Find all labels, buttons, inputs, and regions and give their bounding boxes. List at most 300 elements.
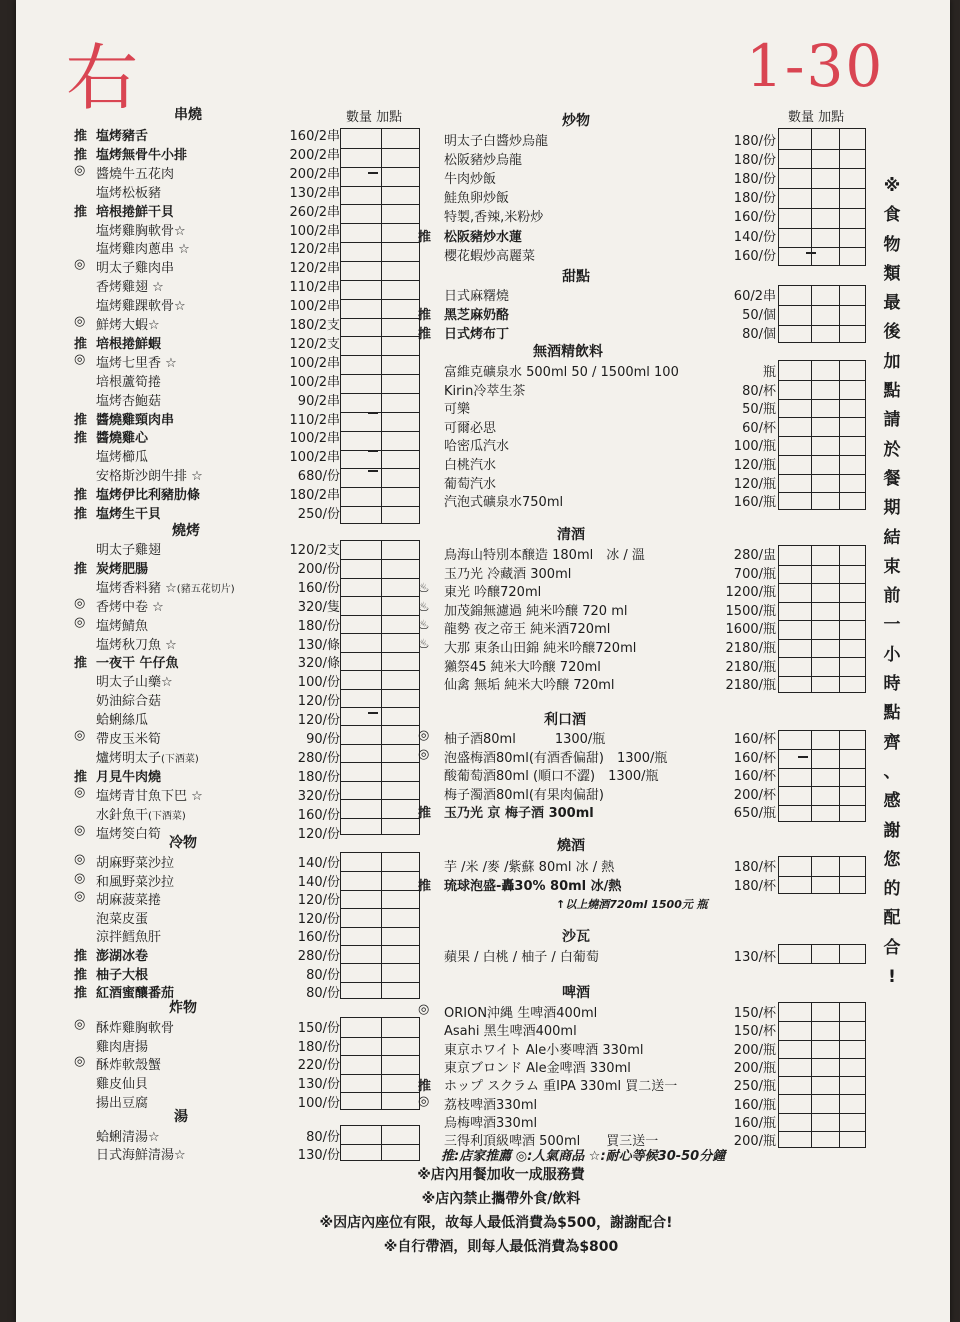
item-price: 650/瓶 [733, 806, 776, 821]
item-name-text: 大那 東条山田錦 純米吟醸720ml [444, 641, 637, 656]
item-name-text: 塩烤伊比利豬肋條 [96, 488, 201, 504]
item-name [444, 544, 645, 563]
grid-row-line [341, 223, 419, 224]
grid-row-line [341, 818, 419, 819]
item-price: 160/份 [297, 807, 340, 823]
item-name [96, 503, 161, 522]
item-name [96, 728, 161, 747]
grid-row-line [779, 188, 865, 189]
grid-row-line [341, 450, 419, 451]
item-name [96, 390, 161, 409]
item-name-text: 柚子大根 [96, 967, 149, 983]
section-title: 冷物 [169, 835, 197, 851]
section-title: 燒烤 [172, 523, 200, 539]
item-price: 80/份 [306, 967, 340, 983]
item-name [96, 982, 174, 1001]
item-price: 1600/瓶 [725, 622, 776, 638]
item-name [444, 454, 496, 473]
grid-row-line [779, 768, 865, 769]
item-price: 320/份 [297, 788, 340, 804]
item-name-text: 烏梅啤酒330ml [444, 1115, 538, 1131]
grid-row-line [341, 725, 419, 726]
item-name [444, 491, 563, 510]
grid-row-line [779, 1113, 865, 1114]
item-name-text: 醬燒雞心 [96, 431, 149, 447]
item-name [96, 144, 187, 163]
grid-row-line [779, 149, 865, 150]
notice-char: 的 [883, 879, 901, 900]
item-price: 180/份 [297, 618, 340, 634]
grid-col-line [811, 546, 812, 692]
item-price: 180/杯 [733, 879, 776, 894]
order-grid[interactable] [778, 285, 866, 343]
grid-row-line [341, 615, 419, 616]
notice-char: 一 [883, 615, 901, 636]
item-name [444, 398, 470, 417]
notice-char: 時 [883, 674, 901, 695]
item-name [96, 276, 164, 295]
order-grid[interactable] [340, 540, 420, 835]
item-name [96, 766, 161, 785]
item-name [444, 1075, 677, 1094]
item-price: 120/2串 [289, 242, 340, 258]
item-name [444, 304, 509, 323]
item-name-text: 塩烤松板豬 [96, 185, 162, 201]
item-price: 80/杯 [742, 383, 776, 399]
grid-col-line [839, 1003, 840, 1147]
grid-row-line [341, 204, 419, 205]
item-mark: 推 [418, 307, 432, 323]
order-grid[interactable] [340, 852, 420, 999]
notice-char: 謝 [883, 820, 901, 841]
item-mark: ◎ [74, 1054, 86, 1070]
handwritten-table-side: 右 [66, 36, 139, 120]
item-note: (下酒菜) [148, 810, 186, 822]
item-mark: 推 [74, 561, 88, 577]
item-name [444, 130, 548, 149]
grid-row-line [341, 393, 419, 394]
item-name-text: 塩烤七里香 ☆ [96, 355, 177, 371]
grid-row-line [341, 578, 419, 579]
item-name-text: 塩烤杏鮑菇 [96, 393, 162, 409]
grid-row-line [779, 325, 865, 326]
item-name [96, 427, 148, 446]
item-name [96, 823, 161, 842]
item-mark: 推 [74, 967, 88, 983]
item-name [96, 1126, 160, 1145]
item-price: 120/份 [297, 713, 340, 729]
item-price: 200/2串 [289, 166, 340, 182]
grid-row-line [779, 786, 865, 787]
item-price: 1500/瓶 [725, 603, 776, 619]
item-price: 160/份 [297, 580, 340, 596]
order-grid[interactable] [340, 1125, 420, 1161]
grid-row-line [779, 876, 865, 877]
item-price: 60/杯 [742, 420, 776, 436]
grid-row-line [779, 657, 865, 658]
notice-char: ! [888, 967, 896, 988]
item-price: 2180/瓶 [725, 659, 776, 675]
item-name-text: 塩烤青甘魚下巴 ☆ [96, 788, 203, 804]
grid-row-line [779, 602, 865, 603]
grid-row-line [779, 620, 865, 621]
item-name [444, 656, 601, 675]
item-name [96, 964, 148, 983]
item-mark: 推 [418, 326, 432, 342]
item-name [444, 674, 615, 693]
item-name-text: 酥炸軟殼蟹 [96, 1058, 162, 1074]
grid-row-line [779, 583, 865, 584]
grid-row-line [341, 299, 419, 300]
item-mark: 推 [74, 656, 88, 672]
item-name [96, 484, 200, 503]
item-name-text: 帶皮玉米筍 [96, 732, 162, 747]
item-name [444, 226, 522, 245]
item-name-text: 蘋果 / 白桃 / 柚子 / 白葡萄 [444, 950, 599, 965]
item-price: 80/份 [306, 1130, 340, 1145]
item-name-text: 鳥海山特別本醸造 180ml 冰 / 溫 [444, 548, 645, 563]
item-name [444, 473, 496, 492]
section-title: 無酒精飲料 [533, 344, 603, 360]
grid-row-line [779, 1058, 865, 1059]
item-name-text: 紅酒蜜釀番茄 [96, 986, 175, 1002]
grid-row-line [779, 305, 865, 306]
order-grid[interactable] [778, 730, 866, 822]
item-name-text: 揚出豆腐 [96, 1095, 149, 1111]
handwritten-tick [798, 756, 808, 758]
item-name-text: 東京ホワイト Ale小麥啤酒 330ml [444, 1042, 644, 1058]
item-mark: ◎ [74, 614, 86, 630]
item-name [96, 1073, 148, 1092]
item-price: 200/份 [297, 561, 340, 577]
item-price: 120/份 [297, 826, 340, 842]
item-name-text: 梅子濁酒80ml(有果肉偏甜) [444, 787, 604, 803]
item-name-text: 雞肉唐揚 [96, 1039, 149, 1055]
handwritten-tick [368, 412, 378, 414]
item-price: 100/2串 [289, 299, 340, 315]
grid-row-line [341, 167, 419, 168]
grid-row-line [341, 261, 419, 262]
item-name-text: 龍勢 夜之帝王 純米酒720ml [444, 622, 611, 638]
item-price: 130/2串 [289, 185, 340, 201]
order-grid[interactable] [778, 360, 866, 510]
item-name-text: 黑芝麻奶酪 [444, 307, 510, 323]
grid-row-line [341, 487, 419, 488]
grid-row-line [341, 744, 419, 745]
item-name [444, 637, 636, 656]
item-name-text: 明太子山藥☆ [96, 675, 173, 691]
item-mark: ◎ [74, 852, 86, 867]
grid-row-line [779, 208, 865, 209]
grid-row-line [779, 455, 865, 456]
item-mark: 推 [418, 806, 432, 821]
item-name-text: 松阪豬炒烏龍 [444, 153, 523, 169]
item-name-text: 塩烤筊白筍 [96, 826, 162, 842]
item-mark: 推 [74, 336, 88, 352]
section-title: 炒物 [562, 113, 590, 129]
item-name-text: 蛤蜊清湯☆ [96, 1130, 160, 1145]
item-name [96, 371, 161, 390]
item-name [96, 1036, 148, 1055]
grid-col-line [839, 857, 840, 893]
item-mark: ◎ [74, 870, 86, 886]
item-name [96, 671, 173, 690]
footer-no-outside-food: ※店內禁止攜帶外食/飲料 [421, 1191, 581, 1207]
grid-row-line [341, 355, 419, 356]
section-title: 利口酒 [544, 712, 586, 728]
order-grid[interactable] [778, 1002, 866, 1148]
footer-corkage: ※自行帶酒，則每人最低消費為$800 [383, 1239, 619, 1255]
item-name-text: 澎湖冰卷 [96, 949, 149, 964]
item-name [444, 600, 628, 619]
item-name-text: Kirin冷萃生茶 [444, 383, 526, 399]
item-name-text: 玉乃光 京 梅子酒 300ml [444, 806, 594, 821]
item-price: 180/2支 [289, 318, 340, 333]
item-price: 150/杯 [733, 1006, 776, 1021]
item-price: 100/2串 [289, 374, 340, 390]
item-name [444, 285, 509, 304]
order-grid[interactable] [778, 128, 866, 266]
item-mark: ◎ [74, 822, 86, 838]
notice-char: 前 [883, 586, 901, 607]
item-price: 260/2串 [289, 204, 340, 220]
item-price: 160/瓶 [733, 1115, 776, 1131]
item-name [444, 1094, 537, 1113]
item-name [444, 435, 509, 454]
item-name-text: 鮮烤大蝦☆ [96, 318, 160, 333]
notice-char: 、 [883, 761, 901, 782]
item-price: 80/個 [742, 326, 776, 342]
item-name-text: 醬燒牛五花肉 [96, 166, 175, 182]
item-name [96, 539, 161, 558]
item-price: 160/份 [297, 930, 340, 946]
item-price: 100/2串 [289, 431, 340, 447]
item-name [444, 802, 594, 821]
item-price: 180/份 [297, 769, 340, 785]
item-name [444, 747, 667, 766]
grid-col-line [381, 853, 382, 998]
item-name [444, 361, 679, 380]
item-name-text: 奶油綜合菇 [96, 694, 162, 710]
handwritten-tick [806, 252, 816, 254]
item-name [444, 187, 509, 206]
section-title: 湯 [174, 1109, 188, 1125]
grid-row-line [341, 1074, 419, 1075]
item-name [96, 871, 174, 890]
item-note: (下酒菜) [161, 753, 199, 765]
item-name [444, 417, 496, 436]
item-price: 2180/瓶 [725, 678, 776, 694]
item-name [96, 238, 190, 257]
item-mark: 推 [74, 204, 88, 220]
item-name-text: 酥炸雞胸軟骨 [96, 1021, 175, 1036]
section-title: 燒酒 [557, 838, 585, 854]
item-price: 280/盅 [733, 548, 776, 563]
item-name [444, 618, 610, 637]
item-name-text: 特製,香辣,米粉炒 [444, 210, 544, 226]
item-price: 180/杯 [733, 860, 776, 875]
grid-row-line [779, 417, 865, 418]
notice-char: 請 [883, 410, 901, 431]
item-mark: ◎ [74, 1017, 86, 1032]
section-title: 清酒 [557, 527, 585, 543]
item-name [96, 852, 174, 871]
item-name [96, 201, 174, 220]
order-grid[interactable] [340, 128, 420, 524]
item-price: 180/份 [733, 153, 776, 169]
item-mark: 推 [74, 488, 88, 504]
item-name [444, 946, 599, 965]
item-name [444, 168, 496, 187]
item-mark: ◎ [418, 1002, 430, 1017]
item-price: 100/2串 [289, 223, 340, 239]
item-name [444, 1020, 577, 1039]
item-name-text: 荔枝啤酒330ml [444, 1097, 538, 1113]
notice-char: 結 [883, 527, 901, 548]
item-price: 160/杯 [733, 750, 776, 766]
grid-col-line [381, 1018, 382, 1109]
section-title: 沙瓦 [562, 929, 590, 945]
item-name-text: 加茂錦無濾過 純米吟醸 720 ml [444, 603, 628, 619]
item-price: 130/份 [297, 1148, 340, 1164]
item-name-text: 芋 /米 /麥 /紫蘇 80ml 冰 / 熱 [444, 860, 615, 875]
order-grid[interactable] [778, 944, 866, 964]
item-name-text: 琉球泡盛-轟30% 80ml 冰/熱 [444, 879, 622, 894]
grid-col-line [811, 857, 812, 893]
grid-row-line [341, 1055, 419, 1056]
item-name-text: 塩烤秋刀魚 ☆ [96, 637, 177, 653]
item-mark: 推 [74, 147, 88, 163]
item-price: 120/瓶 [733, 458, 776, 473]
grid-row-line [341, 1037, 419, 1038]
item-name [444, 1057, 631, 1076]
item-name [444, 1112, 537, 1131]
item-name-text: 富維克礦泉水 500ml 50 / 1500ml 100 [444, 365, 679, 380]
item-name-text: 培根捲鮮蝦 [96, 336, 162, 352]
item-name [96, 1092, 148, 1111]
grid-row-line [341, 1144, 419, 1145]
item-mark: 推 [74, 431, 88, 447]
item-mark: 推 [74, 949, 88, 964]
item-name [444, 765, 659, 784]
grid-row-line [779, 1040, 865, 1041]
qty-header: 數量 加點 [788, 110, 845, 125]
item-name [96, 314, 160, 333]
item-name-text: 泡菜皮蛋 [96, 911, 149, 927]
item-name [96, 634, 177, 653]
item-name [96, 257, 174, 276]
grid-row-line [341, 186, 419, 187]
grid-row-line [779, 565, 865, 566]
item-price: 160/2串 [289, 129, 340, 144]
item-name-text: 獺祭45 純米大吟醸 720ml [444, 659, 601, 675]
order-grid[interactable] [340, 1017, 420, 1110]
item-mark: ◎ [418, 728, 430, 743]
item-name [96, 446, 148, 465]
item-name [96, 709, 148, 728]
grid-row-line [341, 412, 419, 413]
item-name [96, 889, 161, 908]
notice-char: 感 [883, 791, 901, 812]
item-name-text: 香烤雞翅 ☆ [96, 280, 164, 296]
item-name-text: 塩烤生干貝 [96, 507, 162, 522]
item-name [96, 558, 148, 577]
item-price: 160/杯 [733, 769, 776, 784]
grid-col-line [811, 731, 812, 821]
grid-row-line [341, 890, 419, 891]
grid-row-line [779, 492, 865, 493]
grid-col-line [811, 286, 812, 342]
item-price: 140/份 [297, 874, 340, 890]
item-price: 120/份 [297, 893, 340, 909]
item-price: 120/2支 [289, 543, 340, 558]
item-price: 320/條 [297, 656, 340, 672]
item-name [96, 1017, 174, 1036]
grid-row-line [779, 1094, 865, 1095]
item-price: 150/杯 [733, 1024, 776, 1040]
item-name [444, 563, 571, 582]
item-price: 130/份 [297, 1077, 340, 1093]
notice-char: 您 [883, 849, 901, 870]
grid-row-line [341, 945, 419, 946]
item-name-text: 塩烤無骨牛小排 [96, 147, 188, 163]
item-mark: ◎ [74, 314, 86, 329]
item-price: 140/份 [297, 856, 340, 871]
item-price: 130/條 [297, 637, 340, 653]
item-price: 60/2串 [733, 289, 776, 304]
item-price: 160/杯 [733, 732, 776, 747]
grid-row-line [341, 559, 419, 560]
grid-row-line [341, 318, 419, 319]
item-price: 180/份 [733, 172, 776, 188]
grid-row-line [779, 676, 865, 677]
grid-col-line [839, 731, 840, 821]
item-name-text: 爐烤明太子 [96, 750, 162, 766]
item-mark: ◎ [74, 595, 86, 611]
item-price: 140/份 [733, 229, 776, 245]
item-name-text: 雞皮仙貝 [96, 1077, 149, 1093]
item-name-text: 可爾必思 [444, 420, 497, 436]
footer-service-charge: ※店內用餐加收一成服務費 [417, 1167, 585, 1183]
order-grid[interactable] [778, 856, 866, 894]
grid-row-line [341, 148, 419, 149]
item-name-text: 仙禽 無垢 純米大吟醸 720ml [444, 678, 615, 694]
grid-row-line [341, 871, 419, 872]
item-mark: 推 [74, 507, 88, 522]
order-grid[interactable] [778, 545, 866, 693]
item-price: 180/份 [733, 191, 776, 207]
item-name-text: 明太子雞翅 [96, 543, 162, 558]
item-mark: ◎ [418, 746, 430, 762]
notice-char: 齊 [883, 732, 901, 753]
grid-row-line [779, 639, 865, 640]
item-name-text: Asahi 黑生啤酒400ml [444, 1024, 577, 1040]
item-price: 50/瓶 [742, 402, 776, 418]
item-name-text: 塩烤雞踝軟骨☆ [96, 299, 186, 315]
grid-row-line [341, 762, 419, 763]
item-price: 250/瓶 [733, 1079, 776, 1095]
grid-row-line [341, 963, 419, 964]
item-name [96, 1144, 186, 1163]
item-mark: ◎ [74, 889, 86, 905]
item-name [444, 728, 605, 747]
grid-col-line [839, 546, 840, 692]
item-price: 120/瓶 [733, 476, 776, 492]
item-price: 280/份 [297, 750, 340, 766]
item-mark: ◎ [74, 784, 86, 800]
notice-char: 後 [883, 322, 901, 343]
item-name [444, 1002, 597, 1021]
